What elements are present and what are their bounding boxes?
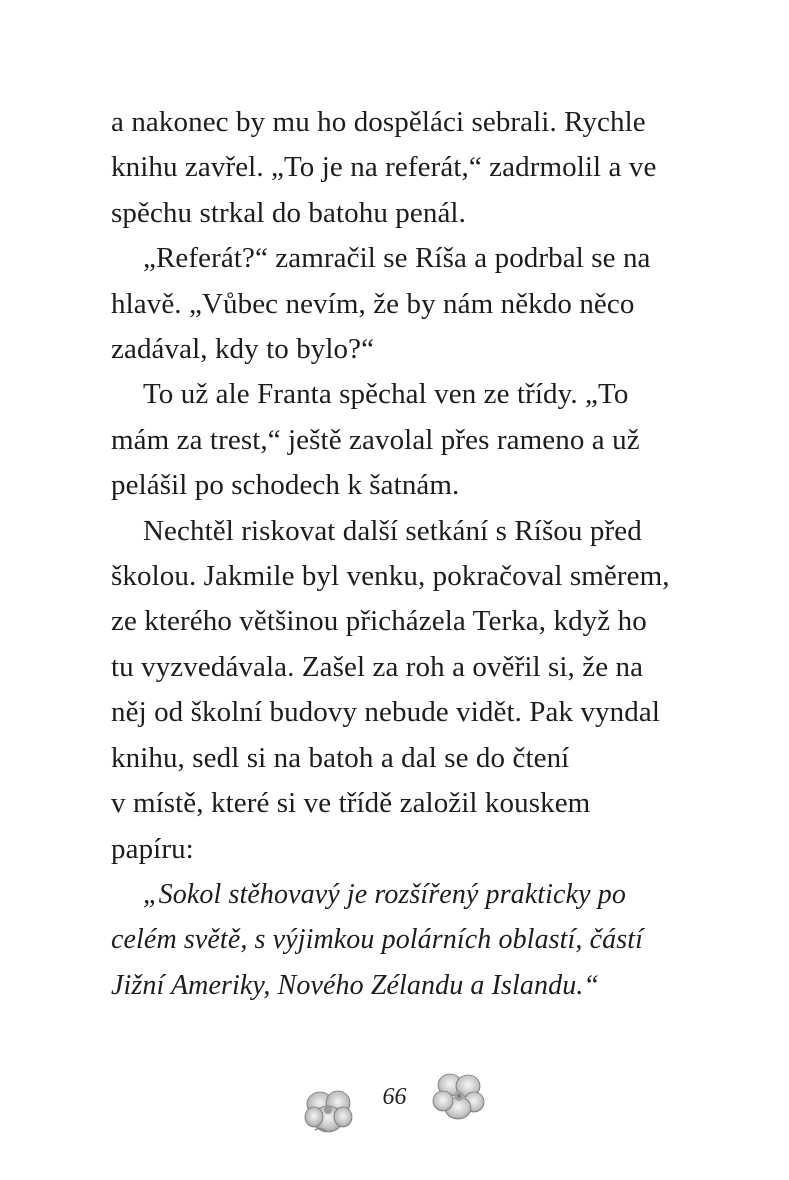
text-line: hlavě. „Vůbec nevím, že by nám někdo něco [111, 287, 635, 320]
text-line: „Referát?“ zamračil se Ríša a podrbal se na [143, 242, 651, 275]
italic-quote [111, 872, 711, 1008]
text-line: papíru: [111, 832, 194, 865]
text-line: v místě, které si ve třídě založil kouskem [111, 787, 591, 820]
text-line: Nechtěl riskovat další setkání s Ríšou před [143, 514, 642, 547]
page-number: 66 [382, 1084, 407, 1110]
paragraph [111, 100, 711, 236]
page-footer [0, 1072, 789, 1142]
body-text [111, 100, 711, 1008]
text-line: To už ale Franta spěchal ven ze třídy. „To [143, 378, 629, 411]
flower-icon [430, 1072, 486, 1122]
paragraph [111, 509, 711, 872]
paragraph [111, 236, 711, 372]
paragraph [111, 372, 711, 508]
text-line: mám za trest,“ ještě zavolal přes rameno a už [111, 423, 640, 456]
text-line: a nakonec by mu ho dospěláci sebrali. Rychle [111, 106, 646, 138]
quote-line: celém světě, s výjimkou polárních oblastí, částí [111, 924, 644, 956]
quote-line: Jižní Ameriky, Nového Zélandu a Islandu.“ [111, 969, 600, 1001]
text-line: knihu zavřel. „To je na referát,“ zadrmolil a ve [111, 151, 657, 184]
text-line: něj od školní budovy nebude vidět. Pak vyndal [111, 696, 660, 729]
text-line: knihu, sedl si na batoh a dal se do čtení [111, 741, 570, 774]
text-line: tu vyzvedávala. Zašel za roh a ověřil si, že na [111, 650, 644, 683]
text-line: pelášil po schodech k šatnám. [111, 469, 460, 502]
text-line: školou. Jakmile byl venku, pokračoval směrem, [111, 560, 670, 593]
quote-line: „Sokol stěhovavý je rozšířený prakticky po [143, 878, 626, 910]
text-line: zadával, kdy to bylo?“ [111, 333, 375, 366]
text-line: ze kterého většinou přicházela Terka, když ho [111, 605, 647, 638]
text-line: spěchu strkal do batohu penál. [111, 196, 466, 229]
